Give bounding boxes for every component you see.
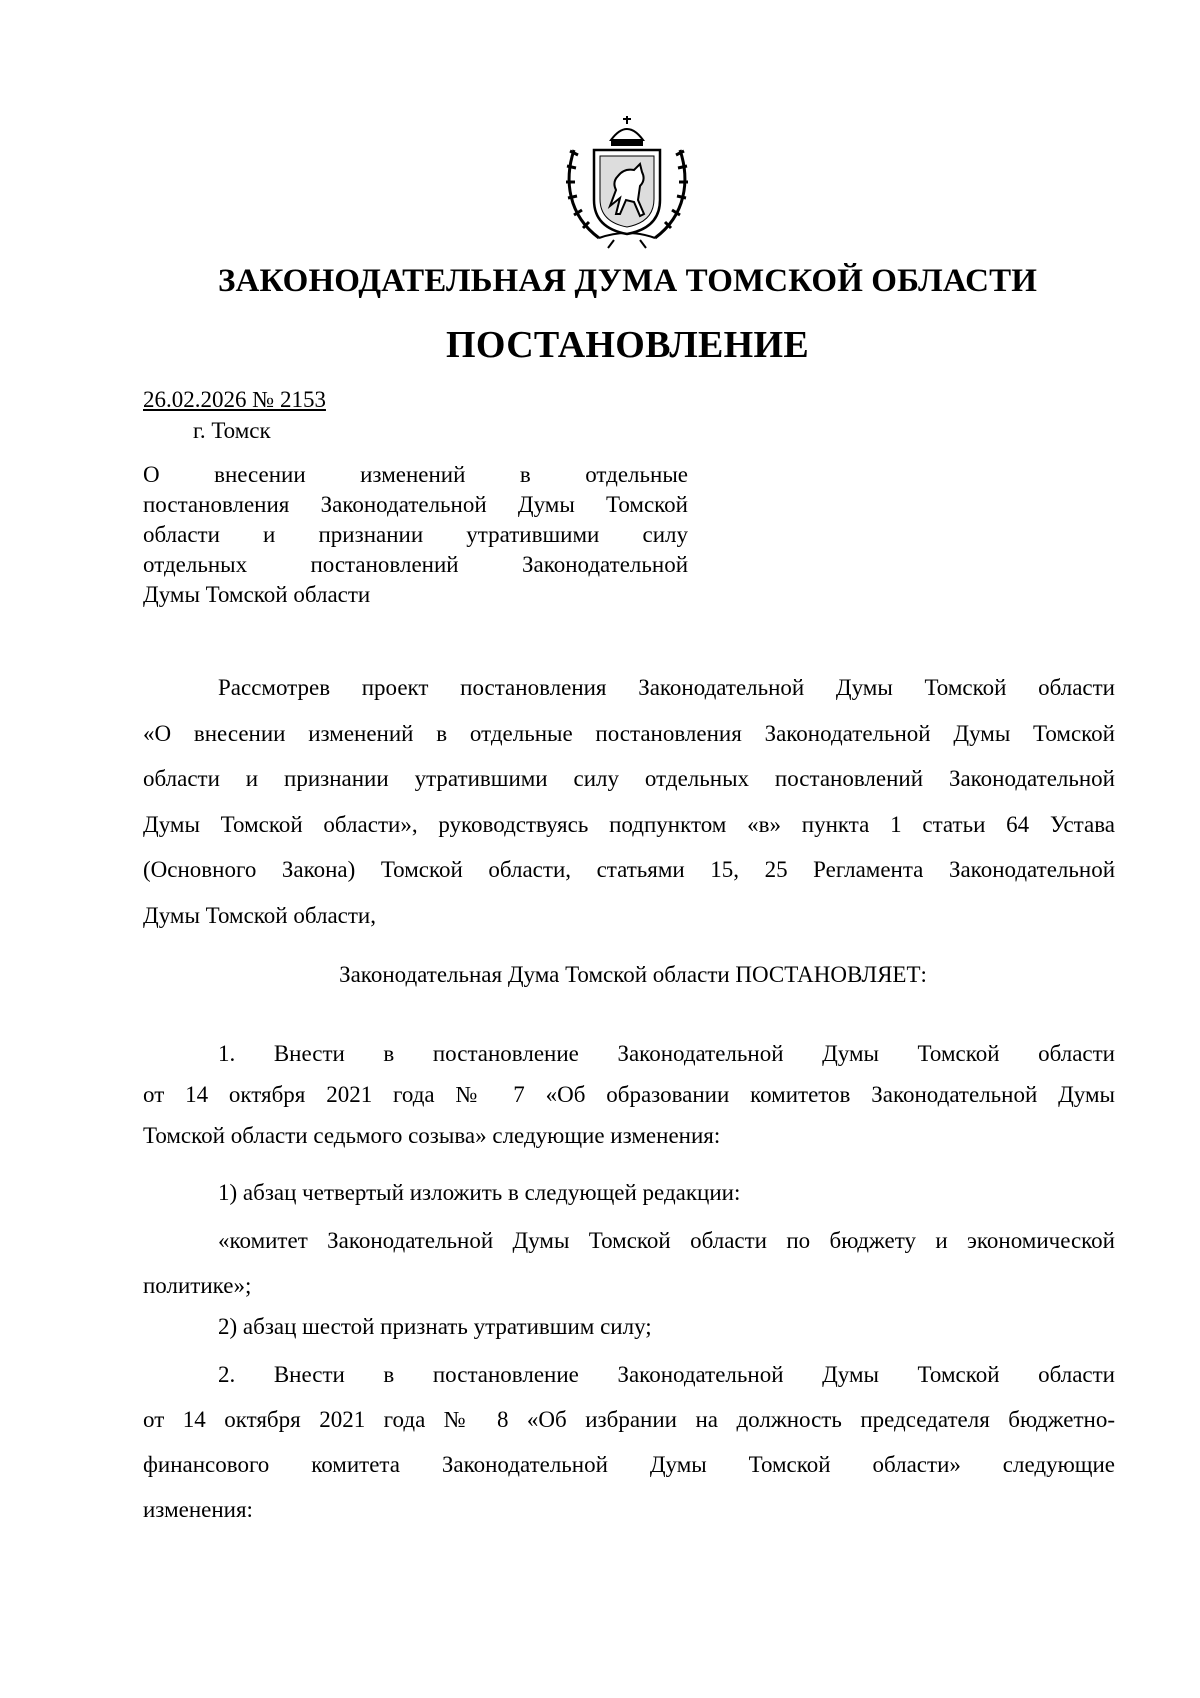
item-2-line: изменения:: [143, 1497, 253, 1522]
item-2-line: 2. Внести в постановление Законодательной Думы Томской области: [218, 1362, 1115, 1387]
preamble-line: Думы Томской области,: [143, 902, 376, 928]
title-line: постановления Законодательной Думы Томской: [143, 492, 688, 517]
item-1-subitem-2: 2) абзац шестой признать утратившим силу;: [218, 1314, 652, 1339]
item-1-paragraph: [143, 1033, 1115, 1156]
item-2-paragraph: [143, 1352, 1115, 1532]
quote-line: «комитет Законодательной Думы Томской области по бюджету и экономической: [218, 1228, 1115, 1253]
item-1-line: от 14 октября 2021 года № 7 «Об образовании комитетов Законодательной Думы: [143, 1082, 1115, 1107]
item-2-line: финансового комитета Законодательной Думы Томской области» следующие: [143, 1452, 1115, 1477]
item-1-line: Томской области седьмого созыва» следующие изменения:: [143, 1123, 721, 1148]
preamble-line: области и признании утратившими силу отдельных постановлений Законодательной: [143, 766, 1115, 792]
item-1-subitem-1: 1) абзац четвертый изложить в следующей редакции:: [218, 1180, 741, 1205]
document-title: [143, 460, 688, 610]
preamble-line: «О внесении изменений в отдельные постановления Законодательной Думы Томской: [143, 720, 1115, 746]
title-line: области и признании утратившими силу: [143, 522, 688, 547]
city: г. Томск: [193, 418, 271, 443]
date-number: 26.02.2026 № 2153: [143, 387, 326, 412]
title-line: Думы Томской области: [143, 582, 371, 607]
title-line: О внесении изменений в отдельные: [143, 462, 688, 487]
quote-line: политике»;: [143, 1273, 252, 1298]
item-1-quote: [143, 1218, 1115, 1308]
preamble-line: (Основного Закона) Томской области, статьями 15, 25 Регламента Законодательной: [143, 857, 1115, 883]
preamble-line: Думы Томской области», руководствуясь подпунктом «в» пункта 1 статьи 64 Устава: [143, 811, 1115, 837]
item-1-line: 1. Внести в постановление Законодательной Думы Томской области: [218, 1041, 1115, 1066]
resolves-line: Законодательная Дума Томской области ПОСТАНОВЛЯЕТ:: [339, 962, 927, 987]
preamble-paragraph: [143, 665, 1115, 939]
organization-name: ЗАКОНОДАТЕЛЬНАЯ ДУМА ТОМСКОЙ ОБЛАСТИ: [218, 263, 1037, 299]
item-2-line: от 14 октября 2021 года № 8 «Об избрании на должность председателя бюджетно-: [143, 1407, 1115, 1432]
document-type: ПОСТАНОВЛЕНИЕ: [446, 324, 809, 366]
title-line: отдельных постановлений Законодательной: [143, 552, 688, 577]
preamble-line: Рассмотрев проект постановления Законодательной Думы Томской области: [218, 675, 1115, 700]
coat-of-arms-icon: [554, 110, 700, 250]
